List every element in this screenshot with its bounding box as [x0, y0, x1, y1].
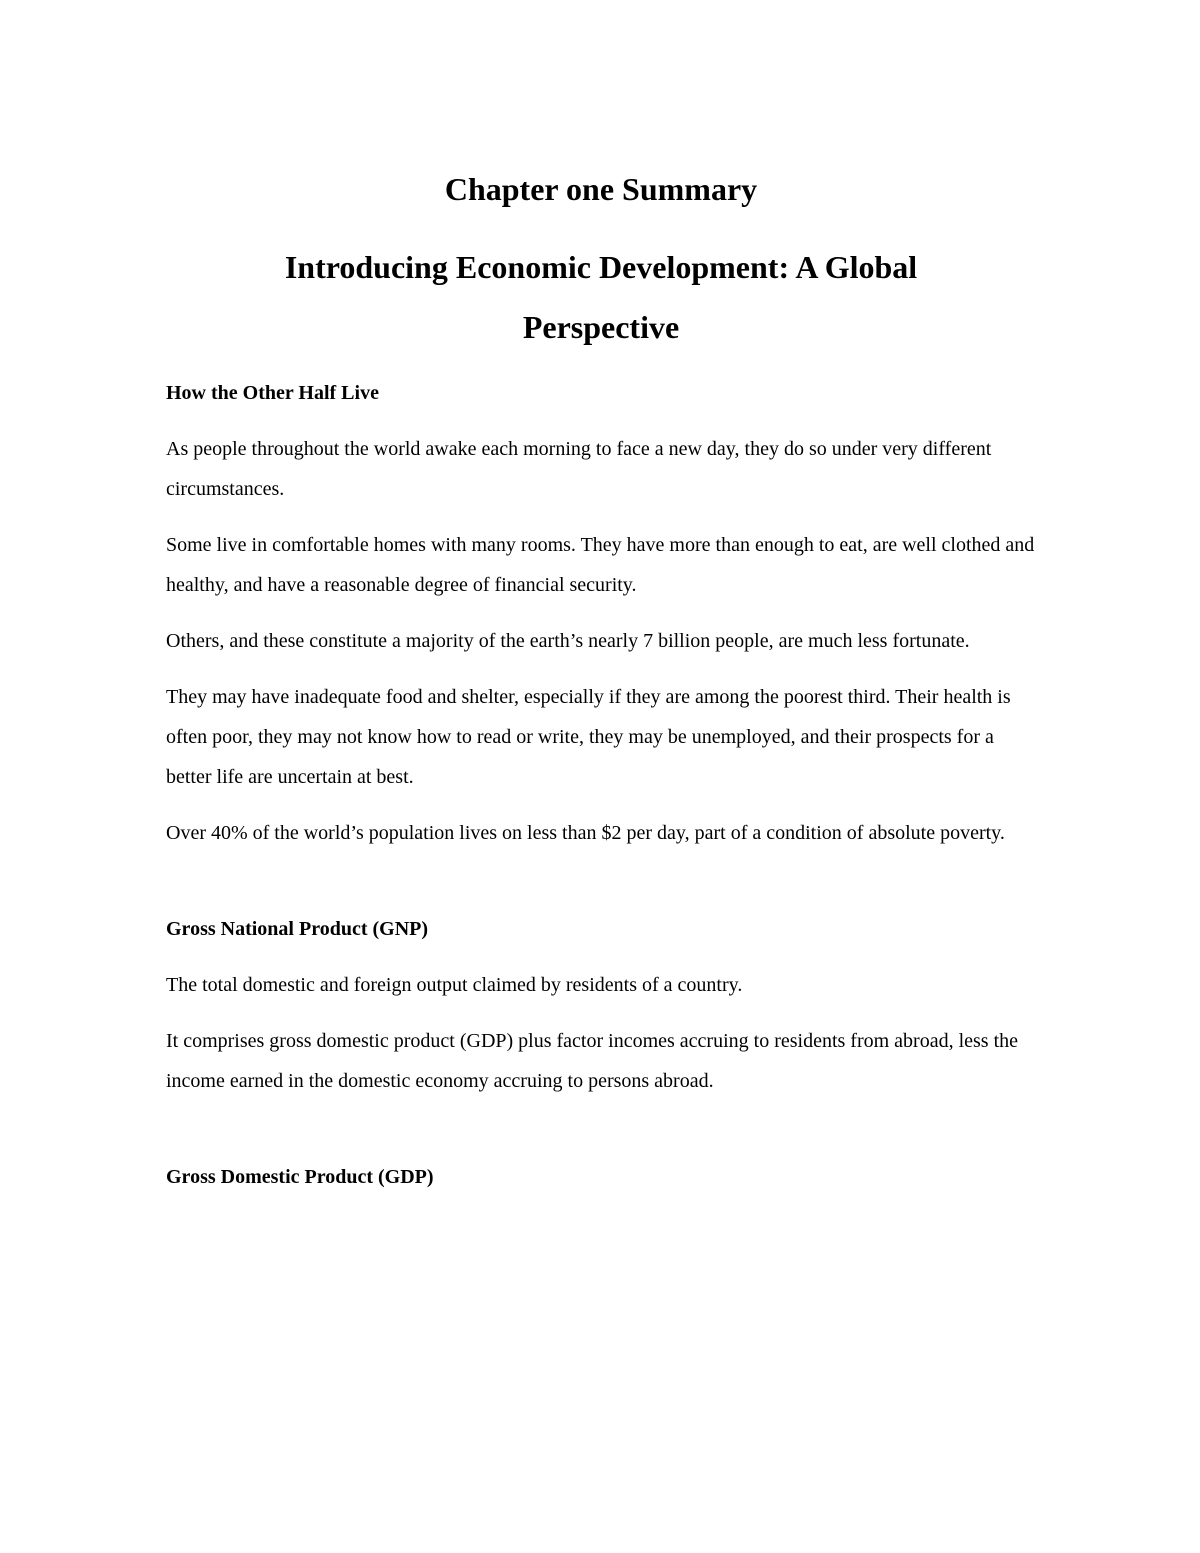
paragraph: They may have inadequate food and shelter, especially if they are among the poorest third. Their health is often poor, they may not know how to read or write, they may be unemployed, and their prospects for a better life are uncertain at best.	[166, 686, 1011, 788]
section-heading: How the Other Half Live	[166, 382, 379, 404]
paragraph: Some live in comfortable homes with many rooms. They have more than enough to eat, are well clothed and healthy, and have a reasonable degree of financial security.	[166, 534, 1035, 596]
section-heading: Gross National Product (GNP)	[166, 918, 429, 940]
paragraph: The total domestic and foreign output claimed by residents of a country.	[166, 974, 743, 996]
section-how-the-other-half-live	[166, 373, 1036, 853]
document-content	[166, 165, 1036, 1197]
section-gross-domestic-product	[166, 1157, 1036, 1197]
paragraph: Over 40% of the world’s population lives on less than $2 per day, part of a condition of absolute poverty.	[166, 822, 1005, 844]
paragraph: It comprises gross domestic product (GDP) plus factor incomes accruing to residents from abroad, less the income earned in the domestic economy accruing to persons abroad.	[166, 1030, 1019, 1092]
section-heading: Gross Domestic Product (GDP)	[166, 1166, 434, 1188]
document-subtitle: Introducing Economic Development: A Global Perspective	[284, 249, 918, 345]
paragraph: As people throughout the world awake each morning to face a new day, they do so under very different circumstances.	[166, 438, 992, 500]
paragraph: Others, and these constitute a majority of the earth’s nearly 7 billion people, are much less fortunate.	[166, 630, 970, 652]
document-title: Chapter one Summary	[444, 171, 758, 207]
section-gross-national-product	[166, 909, 1036, 1101]
